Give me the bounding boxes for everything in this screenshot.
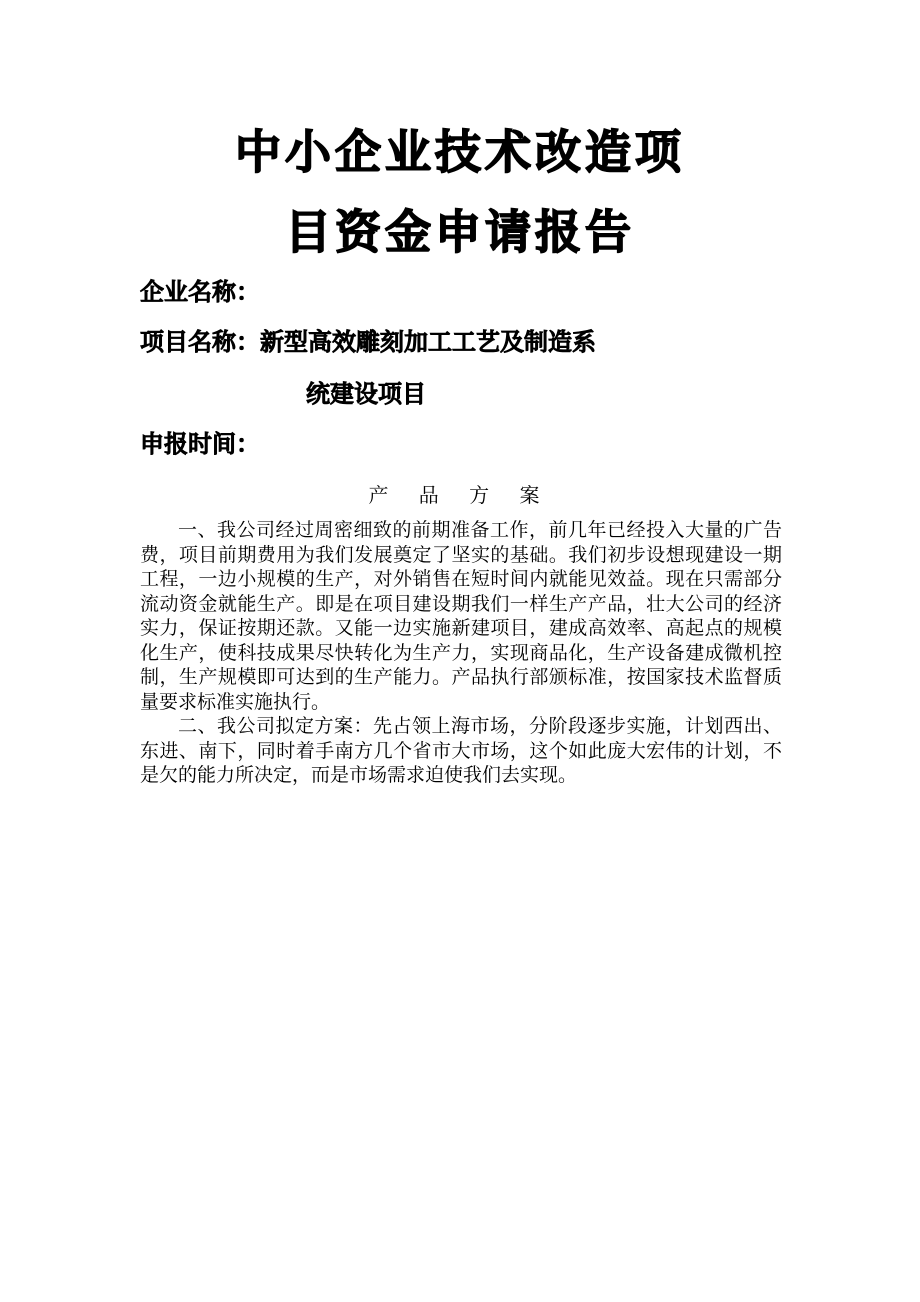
body-text [140, 518, 782, 788]
project-name-value-line-2: 统建设项目 [306, 380, 426, 408]
project-name-label: 项目名称： [140, 328, 260, 356]
company-name-field [140, 276, 260, 308]
paragraph-1: 一、我公司经过周密细致的前期准备工作，前几年已经投入大量的广告费，项目前期费用为我们发展奠定了坚实的基础。我们初步设想现建设一期工程，一边小规模的生产，对外销售在短时间内就能见效益。现在只需部分流动资金就能生产。即是在项目建设期我们一样生产产品，壮大公司的经济实力，保证按期还款。又能一边实施新建项目，建成高效率、高起点的规模化生产，使科技成果尽快转化为生产力，实现商品化，生产设备建成微机控制，生产规模即可达到的生产能力。产品执行部颁标准，按国家技术监督质量要求标准实施执行。 [140, 519, 782, 713]
document-title-line-1: 中小企业技术改造项 [235, 125, 685, 179]
submission-date-label: 申报时间： [140, 430, 260, 458]
section-title: 产 品 方 案 [368, 483, 552, 507]
company-name-label: 企业名称： [140, 278, 260, 306]
project-name-field [140, 326, 596, 358]
paragraph-2: 二、我公司拟定方案：先占领上海市场，分阶段逐步实施，计划西出、东进、南下，同时着手南方几个省市大市场，这个如此庞大宏伟的计划，不是欠的能力所决定，而是市场需求迫使我们去实现。 [140, 715, 782, 786]
document-title-line-2: 目资金申请报告 [285, 205, 635, 259]
submission-date-field [140, 428, 260, 460]
project-name-value-line-1: 新型高效雕刻加工工艺及制造系 [260, 328, 596, 356]
